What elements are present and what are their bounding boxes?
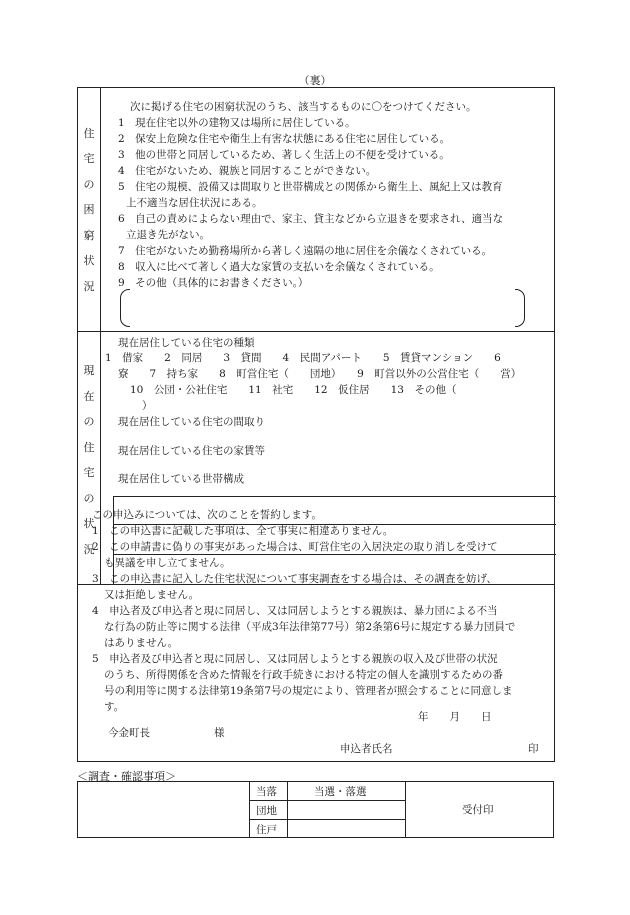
pledge-line: 3 この申込書に記入した住宅状況について事実調査をする場合は、その調査を妨げ、 [92,573,498,585]
housing-type-options: 寮 7 持ち家 8 町営住宅（ 団地） 9 町営以外の公営住宅（ 営） [118,368,522,380]
pledge-line: 1 この申込書に記載した事項は、全て事実に相違ありません。 [92,525,394,537]
divider [113,496,556,497]
hardship-item: 上不適当な居住状況にある。 [126,197,263,209]
complex-label: 団地 [256,805,277,817]
divider [78,331,554,332]
pledge-line: はありません。 [104,637,179,649]
hardship-item: 9 その他（具体的にお書きください。） [118,277,309,289]
section-label-housing-hardship: 住 宅 の 困 窮 状 況 [83,126,95,293]
hardship-item: 3 他の世帯と同居しているため、著しく生活上の不便を受けている。 [118,149,450,161]
household-label: 現在居住している世帯構成 [118,473,244,485]
hardship-item: 7 住宅がないため勤務場所から著しく遠隔の地に居住を余儀なくされている。 [118,245,493,257]
pledge-line: 5 申込者及び申込者と現に同居し、又は同居しようとする親族の収入及び世帯の状況 [92,653,498,665]
other-details-field[interactable] [120,289,525,327]
application-form [77,87,555,762]
hardship-item: 6 自己の責めによらない理由で、家主、貸主などから立退きを要求され、適当な [118,213,504,225]
pledge-line: 4 申込者及び申込者と現に同居し、又は同居しようとする親族は、暴力団による不当 [92,605,498,617]
seal-mark: 印 [528,743,539,755]
receipt-stamp-label: 受付印 [462,804,494,816]
housing-type-options: 1 借家 2 同居 3 貸間 4 民間アパート 5 賃貸マンション 6 [105,352,501,364]
pledge-line: す。 [104,701,125,713]
housing-type-options: 10 公団・公社住宅 11 社宅 12 仮住居 13 その他（ [130,384,457,396]
pledge-line: のうち、所得関係を含めた情報を行政手続きにおける特定の個人を識別するための番 [104,669,503,681]
section-label-current-housing: 現 在 の 住 宅 の 状 況 [83,364,95,556]
rent-label: 現在居住している住宅の家賃等 [118,445,265,457]
survey-heading: ＜調査・確認事項＞ [77,770,176,783]
hardship-item: 5 住宅の規模、設備又は間取りと世帯構成との関係から衛生上、風紀上又は教育 [118,181,503,193]
pledge-line: 又は拒絶しません。 [104,589,200,601]
hardship-item: 2 保安上危険な住宅や衛生上有害な状態にある住宅に居住している。 [118,133,451,145]
pledge-line: 号の利用等に関する法律第19条第7号の規定により、管理者が照会することに同意しま [104,685,513,697]
result-value[interactable]: 当選・落選 [314,786,367,798]
hardship-item: 立退き先がない。 [126,229,210,241]
result-label: 当落 [256,786,277,798]
housing-type-heading: 現在居住している住宅の種類 [118,337,255,349]
hardship-item: 1 現在住宅以外の建物又は場所に居住している。 [118,117,356,129]
unit-label: 住戸 [256,824,277,836]
layout-label: 現在居住している住宅の間取り [118,416,265,428]
housing-type-options: ） [142,400,153,412]
hardship-item: 8 収入に比べて著しく過大な家賃の支払いを余儀なくされている。 [118,261,440,273]
addressee: 今金町長 [108,727,150,739]
survey-table [77,781,554,838]
page-title: （裏） [298,74,332,87]
pledge-line: 2 この申請書に偽りの事実があった場合は、町営住宅の入居決定の取り消しを受けて [92,541,498,553]
date-field[interactable]: 年 月 日 [418,711,492,723]
hardship-intro: 次に掲げる住宅の困窮状況のうち、該当するものに〇をつけてください。 [130,101,477,113]
pledge-intro: この申込みについては、次のことを誓約します。 [92,509,322,521]
applicant-name-label: 申込者氏名 [340,743,393,755]
hardship-item: 4 住宅がないため、親族と同居することができない。 [118,165,377,177]
pledge-line: な行為の防止等に関する法律（平成3年法律第77号）第2条第6号に規定する暴力団員で [104,621,516,633]
pledge-line: も異議を申し立てません。 [104,557,231,569]
honorific: 様 [214,727,225,739]
